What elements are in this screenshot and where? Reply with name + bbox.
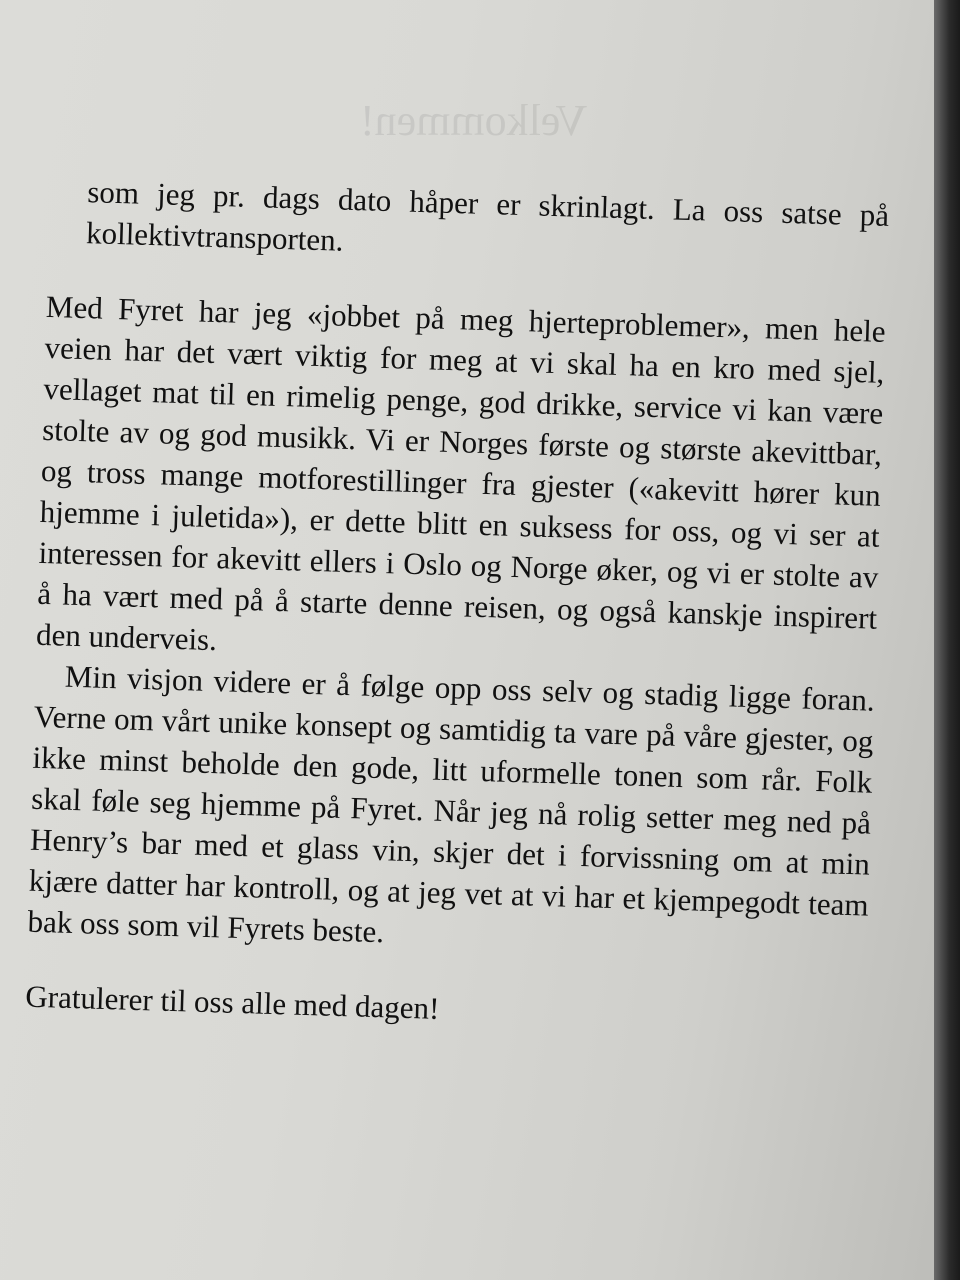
paragraph-3: Min visjon videre er å følge opp oss selv og stadig ligge foran. Verne om vårt unike konsept og samtidig ta vare på våre gjester, og ikke minst beholde den gode, litt uformelle tonen som rår. Folk skal føle seg hjemme på Fyret. Når jeg nå rolig setter meg ned på Henry’s bar med et glass vin, skjer det i forvissning om at min kjære datter har kontroll, og at jeg vet at vi har et kjempegodt team bak oss som vil Fyrets beste. — [27, 658, 876, 950]
paragraph-closing: Gratulerer til oss alle med dagen! — [24, 978, 440, 1026]
paragraph-1: som jeg pr. dags dato håper er skrinlagt. La oss satse på kollektivtransporten. — [85, 174, 890, 258]
page-edge-shadow — [934, 0, 960, 1280]
paragraph-2: Med Fyret har jeg «jobbet på meg hjerteproblemer», men hele veien har det vært viktig for meg at vi skal ha en kro med sjel, vellaget mat til en rimelig penge, god drikke, service vi kan være stolte av og god musikk. Vi er Norges første og største akevittbar, og tross mange motforestillinger fra gjester («akevitt hører kun hjemme i juletida»), er dette blitt en suksess for oss, og vi ser at interessen for akevitt ellers i Oslo og Norge øker, og vi er stolte av å ha vært med på å starte denne reisen, og også kanskje inspirert den underveis. — [35, 288, 887, 658]
body-text — [25, 170, 890, 1042]
show-through-heading: Velkommen! — [360, 96, 588, 145]
